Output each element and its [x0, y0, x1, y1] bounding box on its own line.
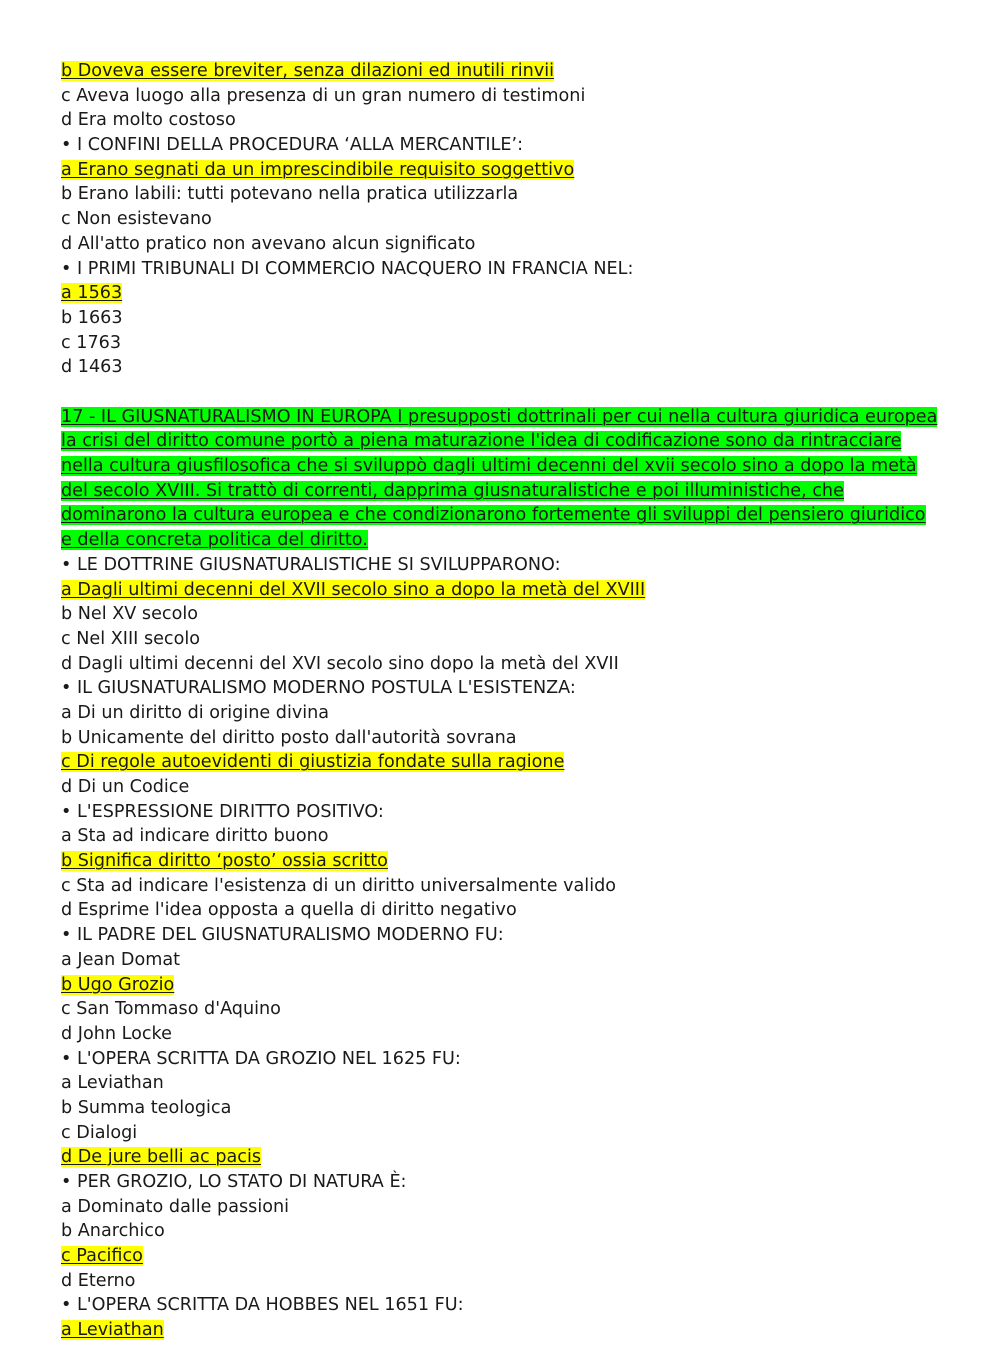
text-line	[61, 232, 951, 257]
text-line	[61, 874, 951, 899]
line-text: b Anarchico	[61, 1221, 165, 1242]
text-line	[61, 257, 951, 282]
line-text: • L'OPERA SCRITTA DA GROZIO NEL 1625 FU:	[61, 1048, 461, 1069]
line-text: d Esprime l'idea opposta a quella di diritto negativo	[61, 900, 517, 921]
text-line	[61, 602, 951, 627]
text-line	[61, 1318, 951, 1343]
text-line	[61, 306, 951, 331]
line-text: a Sta ad indicare diritto buono	[61, 826, 329, 847]
line-text: c Nel XIII secolo	[61, 628, 201, 649]
line-text: • L'OPERA SCRITTA DA HOBBES NEL 1651 FU:	[61, 1295, 464, 1316]
highlighted-answer: d De jure belli ac pacis	[61, 1147, 261, 1168]
highlighted-answer: a Leviathan	[61, 1320, 164, 1341]
line-text: • IL GIUSNATURALISMO MODERNO POSTULA L'ESISTENZA:	[61, 678, 576, 699]
blank-line	[61, 380, 951, 405]
highlighted-answer: a 1563	[61, 283, 123, 304]
line-text: c Non esistevano	[61, 209, 212, 230]
text-line	[61, 701, 951, 726]
text-line	[61, 824, 951, 849]
line-text: d Eterno	[61, 1270, 136, 1291]
text-line	[61, 627, 951, 652]
line-text: • PER GROZIO, LO STATO DI NATURA È:	[61, 1172, 407, 1193]
highlighted-answer: a Dagli ultimi decenni del XVII secolo sino a dopo la metà del XVIII	[61, 579, 646, 600]
text-line	[61, 578, 951, 603]
highlighted-answer: 17 - IL GIUSNATURALISMO IN EUROPA I presupposti dottrinali per cui nella cultura giuridica europea la crisi del diritto comune portò a piena maturazione l'idea di codificazione sono da rintracciare nella cultura giusfilosofica che si sviluppò dagli ultimi decenni del xvii secolo sino a dopo la metà del secolo XVIII. Si trattò di correnti, dapprima giusnaturalistiche e poi illuministiche, che dominarono la cultura europea e che condizionarono fortemente gli sviluppi del pensiero giuridico e della concreta politica del diritto.	[61, 406, 938, 551]
text-line	[61, 1047, 951, 1072]
text-line	[61, 1219, 951, 1244]
text-line	[61, 108, 951, 133]
text-line	[61, 800, 951, 825]
text-line	[61, 1145, 951, 1170]
text-line	[61, 59, 951, 84]
line-text: d Dagli ultimi decenni del XVI secolo sino dopo la metà del XVII	[61, 653, 619, 674]
text-line	[61, 207, 951, 232]
text-line	[61, 331, 951, 356]
text-line	[61, 997, 951, 1022]
line-text: • I PRIMI TRIBUNALI DI COMMERCIO NACQUERO IN FRANCIA NEL:	[61, 258, 634, 279]
line-text: • L'ESPRESSIONE DIRITTO POSITIVO:	[61, 801, 384, 822]
text-line	[61, 973, 951, 998]
text-line	[61, 1071, 951, 1096]
line-text: c 1763	[61, 332, 122, 353]
line-text: b Summa teologica	[61, 1097, 232, 1118]
line-text: d Era molto costoso	[61, 110, 236, 131]
line-text: d 1463	[61, 357, 123, 378]
text-line	[61, 676, 951, 701]
text-line	[61, 1293, 951, 1318]
text-line	[61, 1195, 951, 1220]
text-line	[61, 281, 951, 306]
line-text: • I CONFINI DELLA PROCEDURA ‘ALLA MERCANTILE’:	[61, 135, 524, 156]
text-line	[61, 553, 951, 578]
text-line	[61, 726, 951, 751]
highlighted-answer: b Significa diritto ‘posto’ ossia scritto	[61, 851, 388, 872]
line-text: a Leviathan	[61, 1073, 164, 1094]
highlighted-answer: a Erano segnati da un imprescindibile requisito soggettivo	[61, 159, 575, 180]
line-text: b Unicamente del diritto posto dall'autorità sovrana	[61, 727, 517, 748]
text-line	[61, 898, 951, 923]
text-line	[61, 1096, 951, 1121]
text-line	[61, 133, 951, 158]
text-line	[61, 355, 951, 380]
line-text: a Jean Domat	[61, 949, 181, 970]
text-line	[61, 750, 951, 775]
line-text: b Nel XV secolo	[61, 604, 198, 625]
text-line	[61, 849, 951, 874]
text-line	[61, 652, 951, 677]
highlighted-answer: b Ugo Grozio	[61, 974, 175, 995]
text-line	[61, 923, 951, 948]
line-text: a Dominato dalle passioni	[61, 1196, 290, 1217]
text-line	[61, 775, 951, 800]
line-text: d Di un Codice	[61, 777, 190, 798]
text-line	[61, 158, 951, 183]
text-line	[61, 1121, 951, 1146]
text-line	[61, 1244, 951, 1269]
line-text: c Aveva luogo alla presenza di un gran numero di testimoni	[61, 85, 586, 106]
line-text: a Di un diritto di origine divina	[61, 702, 330, 723]
text-line	[61, 84, 951, 109]
text-line	[61, 1022, 951, 1047]
line-text: c Sta ad indicare l'esistenza di un diritto universalmente valido	[61, 875, 617, 896]
line-text: c San Tommaso d'Aquino	[61, 999, 281, 1020]
highlighted-answer: b Doveva essere breviter, senza dilazioni ed inutili rinvii	[61, 61, 555, 81]
line-text: • IL PADRE DEL GIUSNATURALISMO MODERNO FU:	[61, 925, 504, 946]
line-text: d All'atto pratico non avevano alcun significato	[61, 233, 476, 254]
highlighted-answer: c Pacifico	[61, 1246, 143, 1267]
line-text: d John Locke	[61, 1023, 172, 1044]
section-paragraph	[61, 405, 941, 553]
highlighted-answer: c Di regole autoevidenti di giustizia fondate sulla ragione	[61, 752, 565, 773]
line-text: • LE DOTTRINE GIUSNATURALISTICHE SI SVILUPPARONO:	[61, 554, 561, 575]
text-line	[61, 1269, 951, 1294]
line-text: b 1663	[61, 307, 123, 328]
document-body	[61, 59, 951, 1343]
text-line	[61, 1170, 951, 1195]
text-line	[61, 948, 951, 973]
text-line	[61, 182, 951, 207]
line-text: c Dialogi	[61, 1122, 138, 1143]
line-text: b Erano labili: tutti potevano nella pratica utilizzarla	[61, 184, 519, 205]
